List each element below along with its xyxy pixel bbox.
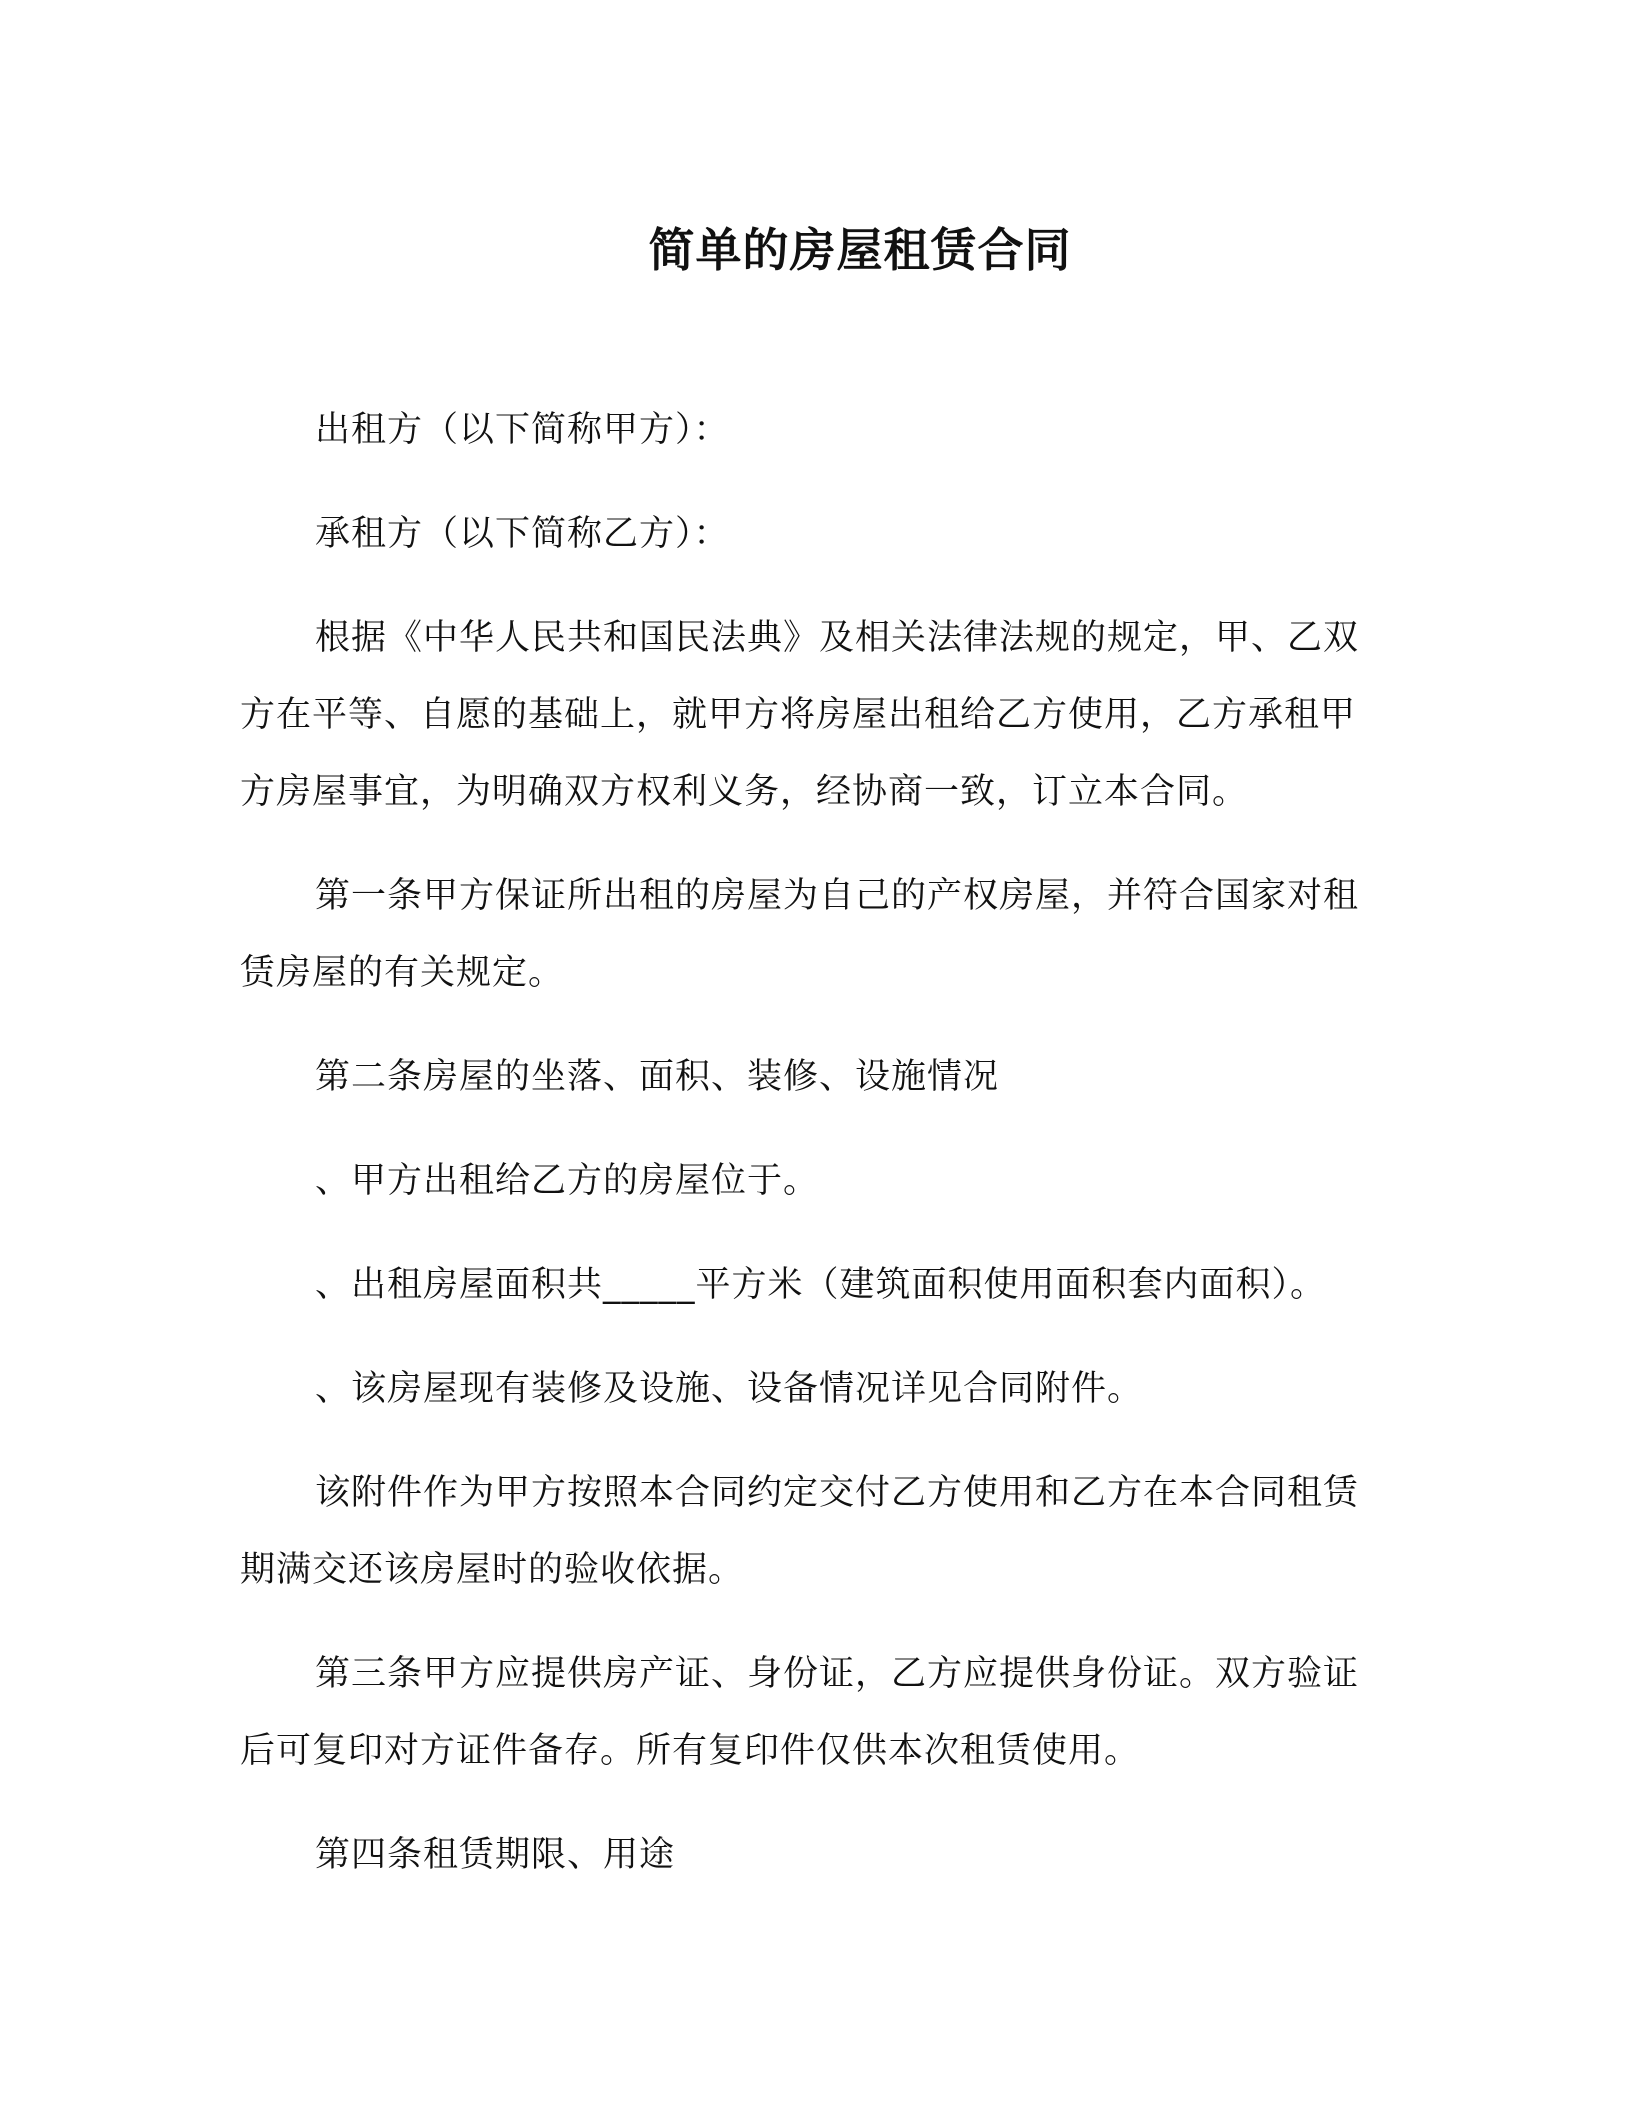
article-3-paragraph: 第三条甲方应提供房产证、身份证，乙方应提供身份证。双方验证后可复印对方证件备存。所有复印件仅供本次租赁使用。	[240, 1654, 1360, 1771]
document-body	[240, 392, 1360, 1921]
article-2-heading: 第二条房屋的坐落、面积、装修、设施情况	[315, 1057, 1000, 1097]
article-2-item-location: 、甲方出租给乙方的房屋位于。	[315, 1161, 820, 1201]
lessor-line: 出租方（以下简称甲方）：	[315, 410, 730, 450]
article-2-item-facilities: 、该房屋现有装修及设施、设备情况详见合同附件。	[315, 1369, 1144, 1409]
article-4-heading: 第四条租赁期限、用途	[315, 1835, 676, 1875]
article-2-item-area: 、出租房屋面积共_____平方米（建筑面积使用面积套内面积）。	[315, 1265, 1327, 1305]
article-1-paragraph: 第一条甲方保证所出租的房屋为自己的产权房屋，并符合国家对租赁房屋的有关规定。	[240, 876, 1360, 993]
lessee-line: 承租方（以下简称乙方）：	[315, 514, 730, 554]
document-title: 简单的房屋租赁合同	[648, 223, 1072, 277]
preamble-paragraph: 根据《中华人民共和国民法典》及相关法律法规的规定，甲、乙双方在平等、自愿的基础上，就甲方将房屋出租给乙方使用，乙方承租甲方房屋事宜，为明确双方权利义务，经协商一致，订立本合同。	[240, 618, 1360, 812]
attachment-paragraph: 该附件作为甲方按照本合同约定交付乙方使用和乙方在本合同租赁期满交还该房屋时的验收依据。	[240, 1473, 1360, 1590]
